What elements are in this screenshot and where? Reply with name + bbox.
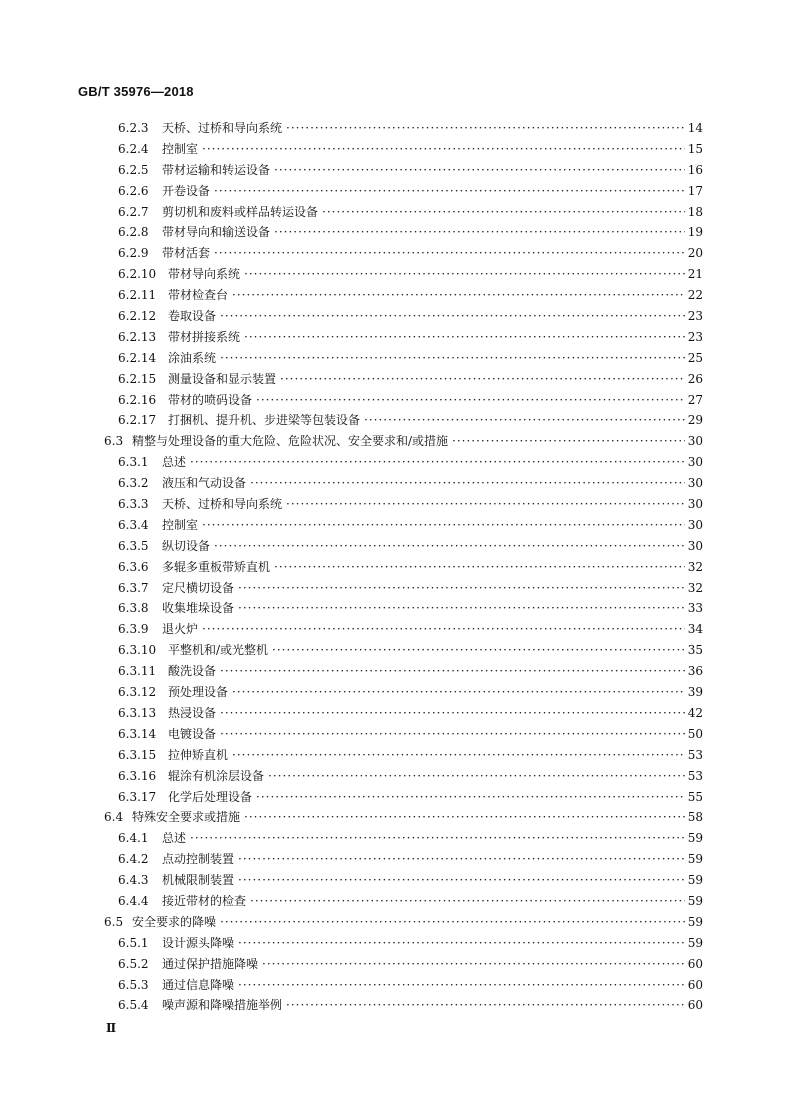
toc-entry-title: 总述	[162, 831, 187, 846]
toc-entry-page: 15	[687, 141, 703, 156]
toc-dot-leader	[364, 410, 685, 431]
toc-dot-leader	[244, 327, 685, 348]
toc-entry-line	[168, 787, 703, 808]
toc-entry-line	[168, 327, 703, 348]
toc-entry-title: 剪切机和废料或样品转运设备	[162, 204, 319, 219]
toc-entry-title: 通过信息降噪	[162, 977, 235, 992]
toc-dot-leader	[238, 598, 685, 619]
toc-dot-leader	[250, 473, 685, 494]
toc-entry-page: 33	[687, 601, 703, 616]
toc-entry-line	[168, 264, 703, 285]
toc-entry-page: 58	[687, 810, 703, 825]
toc-entry-page: 26	[687, 371, 703, 386]
toc-dot-leader	[286, 995, 685, 1016]
toc-entry[interactable]	[0, 369, 792, 390]
toc-entry-number: 6.4	[104, 810, 124, 825]
toc-entry-number: 6.4.1	[118, 831, 149, 846]
toc-entry-line	[162, 557, 703, 578]
toc-entry[interactable]	[0, 327, 792, 348]
toc-entry-page: 17	[687, 183, 703, 198]
toc-entry-line	[162, 954, 703, 975]
toc-entry-number: 6.3.12	[118, 685, 157, 700]
toc-entry-title: 热浸设备	[168, 705, 217, 720]
toc-entry-number: 6.3.3	[118, 497, 149, 512]
toc-entry-number: 6.2.11	[118, 288, 157, 303]
toc-entry-page: 50	[687, 726, 703, 741]
toc-entry-number: 6.2.9	[118, 246, 149, 261]
toc-entry-page: 30	[687, 538, 703, 553]
toc-entry-line	[162, 202, 703, 223]
toc-entry-line	[168, 369, 703, 390]
toc-entry[interactable]	[0, 661, 792, 682]
toc-entry-page: 36	[687, 664, 703, 679]
toc-entry-line	[132, 431, 703, 452]
toc-entry-page: 42	[687, 705, 703, 720]
toc-entry-line	[162, 222, 703, 243]
toc-entry-title: 带材的喷码设备	[168, 392, 253, 407]
toc-entry[interactable]	[0, 181, 792, 202]
toc-dot-leader	[280, 369, 685, 390]
toc-entry-title: 控制室	[162, 517, 199, 532]
toc-entry-number: 6.2.16	[118, 392, 157, 407]
toc-entry-line	[168, 348, 703, 369]
toc-entry-number: 6.3.2	[118, 476, 149, 491]
toc-entry-page: 35	[687, 643, 703, 658]
toc-dot-leader	[256, 390, 685, 411]
toc-entry-page: 30	[687, 497, 703, 512]
toc-entry-number: 6.3.6	[118, 559, 149, 574]
toc-entry-title: 天桥、过桥和导向系统	[162, 121, 283, 135]
toc-entry-title: 点动控制装置	[162, 852, 235, 867]
toc-entry[interactable]	[0, 703, 792, 724]
toc-entry-page: 53	[687, 747, 703, 762]
toc-dot-leader	[244, 807, 685, 828]
toc-dot-leader	[238, 975, 685, 996]
toc-entry-title: 化学后处理设备	[168, 789, 253, 804]
toc-dot-leader	[220, 661, 685, 682]
toc-entry[interactable]	[0, 598, 792, 619]
toc-entry[interactable]	[0, 160, 792, 181]
toc-entry[interactable]	[0, 222, 792, 243]
toc-dot-leader	[232, 682, 685, 703]
toc-dot-leader	[232, 285, 685, 306]
toc-entry-line	[132, 912, 703, 933]
toc-dot-leader	[256, 787, 685, 808]
toc-dot-leader	[220, 912, 685, 933]
toc-entry-title: 酸洗设备	[168, 664, 217, 679]
toc-entry-page: 30	[687, 455, 703, 470]
toc-entry-page: 59	[687, 873, 703, 888]
toc-entry-line	[162, 995, 703, 1016]
toc-entry-page: 16	[687, 162, 703, 177]
toc-entry-number: 6.2.10	[118, 267, 157, 282]
toc-entry-page: 27	[687, 392, 703, 407]
toc-dot-leader	[220, 703, 685, 724]
toc-entry-title: 卷取设备	[168, 309, 217, 324]
toc-entry-number: 6.3.11	[118, 664, 157, 679]
toc-entry-page: 59	[687, 852, 703, 867]
toc-dot-leader	[250, 891, 685, 912]
toc-dot-leader	[274, 222, 685, 243]
toc-entry[interactable]	[0, 431, 792, 452]
toc-entry-page: 23	[687, 329, 703, 344]
toc-entry-number: 6.2.17	[118, 413, 157, 428]
toc-entry-line	[162, 598, 703, 619]
toc-entry-line	[168, 410, 703, 431]
toc-entry[interactable]	[0, 849, 792, 870]
toc-entry-number: 6.3.5	[118, 538, 149, 553]
toc-entry[interactable]	[0, 348, 792, 369]
toc-entry-title: 预处理设备	[168, 685, 229, 700]
toc-dot-leader	[214, 536, 685, 557]
toc-entry-number: 6.5.1	[118, 935, 149, 950]
toc-entry-title: 总述	[162, 455, 187, 470]
toc-entry-page: 18	[687, 204, 703, 219]
toc-entry[interactable]	[0, 870, 792, 891]
toc-dot-leader	[272, 640, 685, 661]
toc-entry[interactable]	[0, 557, 792, 578]
toc-entry-page: 30	[687, 434, 703, 449]
toc-entry-number: 6.2.12	[118, 309, 157, 324]
toc-entry-number: 6.3.1	[118, 455, 149, 470]
toc-entry-title: 辊涂有机涂层设备	[168, 768, 265, 783]
toc-entry-title: 通过保护措施降噪	[162, 956, 259, 971]
toc-dot-leader	[238, 849, 685, 870]
toc-entry-number: 6.3.8	[118, 601, 149, 616]
toc-entry-title: 电镀设备	[168, 726, 217, 741]
toc-entry-page: 59	[687, 914, 703, 929]
toc-entry-title: 带材导向系统	[168, 267, 241, 282]
toc-entry[interactable]	[0, 264, 792, 285]
toc-entry-page: 20	[687, 246, 703, 261]
toc-entry-line	[168, 661, 703, 682]
toc-entry-number: 6.5	[104, 914, 124, 929]
toc-entry[interactable]	[0, 243, 792, 264]
toc-entry-title: 多辊多重板带矫直机	[162, 559, 271, 574]
toc-entry[interactable]	[0, 891, 792, 912]
toc-entry-line	[162, 452, 703, 473]
toc-entry-line	[162, 139, 703, 160]
toc-entry-title: 定尺横切设备	[162, 580, 235, 595]
toc-entry[interactable]	[0, 787, 792, 808]
toc-entry[interactable]	[0, 807, 792, 828]
toc-entry-line	[162, 118, 703, 139]
toc-entry-title: 控制室	[162, 141, 199, 156]
toc-dot-leader	[220, 348, 685, 369]
toc-entry-page: 39	[687, 685, 703, 700]
toc-dot-leader	[452, 431, 685, 452]
toc-entry-number: 6.3.13	[118, 705, 157, 720]
toc-dot-leader	[202, 139, 685, 160]
toc-entry-title: 打捆机、提升机、步进梁等包装设备	[168, 413, 361, 428]
toc-entry[interactable]	[0, 933, 792, 954]
toc-entry-number: 6.2.6	[118, 183, 149, 198]
toc-entry-page: 19	[687, 225, 703, 240]
toc-entry-page: 25	[687, 350, 703, 365]
toc-entry[interactable]	[0, 578, 792, 599]
toc-entry[interactable]	[0, 828, 792, 849]
toc-entry-number: 6.3.7	[118, 580, 149, 595]
toc-dot-leader	[286, 494, 685, 515]
toc-entry-line	[162, 849, 703, 870]
toc-dot-leader	[190, 828, 685, 849]
toc-entry[interactable]	[0, 640, 792, 661]
toc-entry-title: 涂油系统	[168, 350, 217, 365]
toc-entry[interactable]	[0, 285, 792, 306]
toc-entry-page: 21	[687, 267, 703, 282]
toc-entry-title: 设计源头降噪	[162, 935, 235, 950]
toc-entry[interactable]	[0, 912, 792, 933]
toc-entry-title: 噪声源和降噪措施举例	[162, 998, 283, 1013]
toc-entry-number: 6.2.8	[118, 225, 149, 240]
toc-entry-line	[162, 933, 703, 954]
toc-entry-line	[168, 724, 703, 745]
toc-dot-leader	[190, 452, 685, 473]
toc-entry-number: 6.3.17	[118, 789, 157, 804]
toc-entry[interactable]	[0, 515, 792, 536]
toc-dot-leader	[268, 766, 685, 787]
toc-entry-page: 30	[687, 476, 703, 491]
toc-entry-number: 6.2.14	[118, 350, 157, 365]
toc-entry-page: 32	[687, 559, 703, 574]
toc-dot-leader	[286, 118, 685, 139]
standard-code-header: GB/T 35976—2018	[78, 84, 194, 99]
toc-entry-line	[168, 390, 703, 411]
toc-entry-title: 精整与处理设备的重大危险、危险状况、安全要求和/或措施	[132, 434, 449, 449]
toc-entry-line	[132, 807, 703, 828]
page-number-footer: Ⅱ	[106, 1021, 117, 1035]
toc-entry-title: 收集堆垛设备	[162, 601, 235, 616]
toc-entry-line	[168, 285, 703, 306]
toc-entry-page: 60	[687, 998, 703, 1013]
toc-entry[interactable]	[0, 452, 792, 473]
toc-dot-leader	[244, 264, 685, 285]
toc-entry-page: 59	[687, 893, 703, 908]
toc-entry[interactable]	[0, 724, 792, 745]
toc-entry-line	[162, 578, 703, 599]
toc-entry-line	[168, 766, 703, 787]
toc-entry-title: 天桥、过桥和导向系统	[162, 497, 283, 512]
toc-entry[interactable]	[0, 745, 792, 766]
toc-dot-leader	[262, 954, 685, 975]
toc-entry[interactable]	[0, 995, 792, 1016]
toc-entry-number: 6.3	[104, 434, 124, 449]
toc-entry-number: 6.2.4	[118, 141, 149, 156]
toc-entry[interactable]	[0, 306, 792, 327]
toc-entry-page: 60	[687, 977, 703, 992]
toc-entry-page: 53	[687, 768, 703, 783]
toc-entry-title: 特殊安全要求或措施	[132, 810, 241, 825]
toc-entry-line	[168, 306, 703, 327]
toc-entry-number: 6.2.15	[118, 371, 157, 386]
toc-entry-line	[168, 745, 703, 766]
toc-entry-line	[168, 682, 703, 703]
toc-entry-line	[168, 703, 703, 724]
toc-dot-leader	[238, 870, 685, 891]
toc-entry-title: 接近带材的检查	[162, 893, 247, 908]
toc-entry-page: 59	[687, 831, 703, 846]
toc-entry[interactable]	[0, 202, 792, 223]
toc-entry[interactable]	[0, 766, 792, 787]
toc-entry-title: 液压和气动设备	[162, 476, 247, 491]
toc-entry-title: 拉伸矫直机	[168, 747, 229, 762]
toc-entry-line	[162, 160, 703, 181]
toc-entry-number: 6.3.4	[118, 517, 149, 532]
toc-entry[interactable]	[0, 139, 792, 160]
toc-entry-line	[162, 828, 703, 849]
toc-entry[interactable]	[0, 118, 792, 139]
toc-entry-number: 6.4.4	[118, 893, 149, 908]
toc-entry-title: 测量设备和显示装置	[168, 371, 277, 386]
toc-entry-title: 纵切设备	[162, 538, 211, 553]
toc-entry-title: 带材拼接系统	[168, 329, 241, 344]
toc-entry-number: 6.2.7	[118, 204, 149, 219]
toc-entry[interactable]	[0, 954, 792, 975]
toc-entry-page: 29	[687, 413, 703, 428]
toc-dot-leader	[214, 181, 685, 202]
toc-entry-number: 6.5.2	[118, 956, 149, 971]
toc-dot-leader	[220, 306, 685, 327]
toc-entry[interactable]	[0, 390, 792, 411]
toc-entry-line	[162, 473, 703, 494]
toc-dot-leader	[274, 557, 685, 578]
toc-entry-title: 带材运输和转运设备	[162, 162, 271, 177]
toc-entry-number: 6.3.9	[118, 622, 149, 637]
toc-dot-leader	[214, 243, 685, 264]
toc-entry-number: 6.4.3	[118, 873, 149, 888]
toc-entry-number: 6.3.15	[118, 747, 157, 762]
toc-entry-title: 带材活套	[162, 246, 211, 261]
toc-dot-leader	[274, 160, 685, 181]
toc-entry-number: 6.4.2	[118, 852, 149, 867]
toc-entry-line	[162, 975, 703, 996]
toc-entry-line	[168, 640, 703, 661]
toc-entry-title: 退火炉	[162, 622, 199, 637]
toc-entry[interactable]	[0, 619, 792, 640]
toc-entry-number: 6.2.3	[118, 121, 149, 135]
toc-dot-leader	[220, 724, 685, 745]
toc-dot-leader	[322, 202, 685, 223]
toc-entry-line	[162, 243, 703, 264]
toc-entry-page: 60	[687, 956, 703, 971]
toc-entry-line	[162, 515, 703, 536]
toc-entry[interactable]	[0, 473, 792, 494]
toc-entry-number: 6.3.14	[118, 726, 157, 741]
toc-entry-number: 6.5.4	[118, 998, 149, 1013]
toc-entry-title: 带材检查台	[168, 288, 229, 303]
toc-dot-leader	[238, 578, 685, 599]
toc-entry-page: 32	[687, 580, 703, 595]
toc-entry-page: 55	[687, 789, 703, 804]
toc-entry-number: 6.3.16	[118, 768, 157, 783]
toc-entry-line	[162, 494, 703, 515]
toc-dot-leader	[202, 619, 685, 640]
toc-entry[interactable]	[0, 536, 792, 557]
toc-entry[interactable]	[0, 410, 792, 431]
toc-entry-page: 23	[687, 309, 703, 324]
toc-entry-number: 6.3.10	[118, 643, 157, 658]
toc-entry-number: 6.2.13	[118, 329, 157, 344]
toc-entry-title: 平整机和/或光整机	[168, 643, 269, 658]
toc-entry[interactable]	[0, 494, 792, 515]
toc-entry[interactable]	[0, 975, 792, 996]
table-of-contents	[0, 118, 792, 1016]
toc-entry-title: 机械限制装置	[162, 873, 235, 888]
toc-entry-line	[162, 181, 703, 202]
toc-entry-page: 14	[687, 121, 703, 135]
toc-entry[interactable]	[0, 682, 792, 703]
toc-entry-page: 34	[687, 622, 703, 637]
toc-entry-line	[162, 536, 703, 557]
toc-entry-title: 开卷设备	[162, 183, 211, 198]
toc-entry-line	[162, 619, 703, 640]
toc-entry-page: 30	[687, 517, 703, 532]
toc-entry-title: 带材导向和输送设备	[162, 225, 271, 240]
toc-dot-leader	[238, 933, 685, 954]
toc-entry-line	[162, 870, 703, 891]
toc-dot-leader	[202, 515, 685, 536]
toc-entry-number: 6.2.5	[118, 162, 149, 177]
toc-entry-page: 22	[687, 288, 703, 303]
toc-entry-number: 6.5.3	[118, 977, 149, 992]
toc-entry-title: 安全要求的降噪	[132, 914, 217, 929]
toc-entry-line	[162, 891, 703, 912]
toc-entry-page: 59	[687, 935, 703, 950]
toc-dot-leader	[232, 745, 685, 766]
